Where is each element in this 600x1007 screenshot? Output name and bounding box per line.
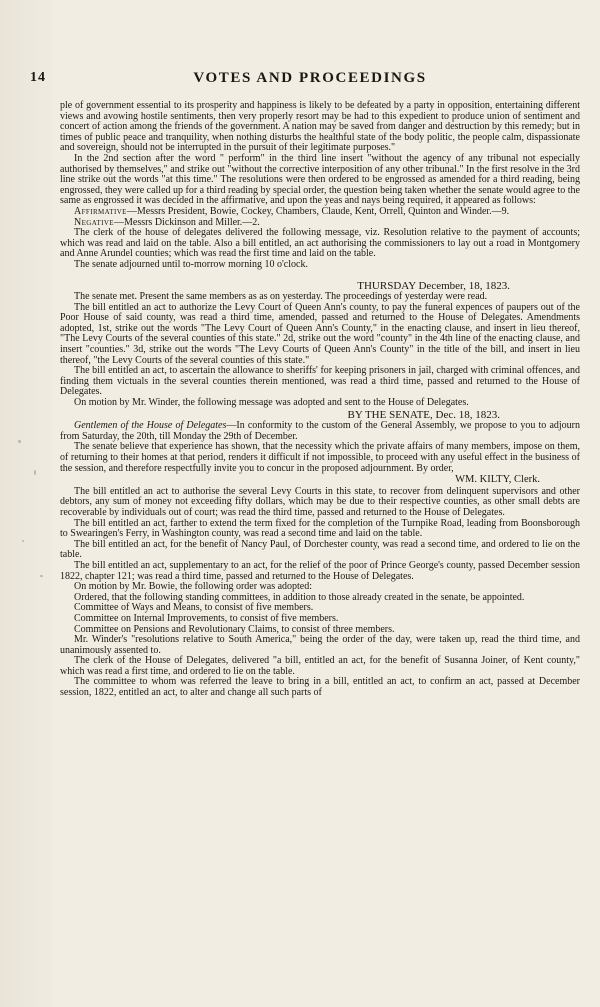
paragraph: In the 2nd section after the word " perform" in the third line insert "without the agency of any tribunal not especially authorised by themselves," and strike out "without the corrective interposition of any other tribunal." In the first resolve in the 3rd line strike out the words "at this time." The resolutions were then ordered to be engrossed as amended for a third reading, being engrossed, they were called up for a third reading by special order, the question being taken whether the senate would agree to the same as engrossed it was decided in the affirmative, and upon the yeas and nays being required, it appeared as follows: bbox=[60, 152, 580, 207]
negative-label: Negative bbox=[74, 216, 114, 228]
message-text: The senate believe that experience has shown, that the necessity which the private affairs of many members, impose on them, of returning to their homes at that period, renders it difficult if not impossible, to proceed with any useful effect in the business of the session, and therefore respectfully invite you to concur in the proposed adjournment. bbox=[60, 441, 580, 474]
date-heading: THURSDAY December, 18, 1823. bbox=[357, 279, 510, 292]
page-number: 14 bbox=[30, 70, 46, 85]
affirmative-names: —Messrs President, Bowie, Cockey, Chambers, Claude, Kent, Orrell, Quinton and Winder.—9. bbox=[126, 205, 510, 217]
paragraph: The senate adjourned until to-morrow morning 10 o'clock. bbox=[74, 258, 308, 270]
paragraph: Committee of Ways and Means, to consist of five members. bbox=[74, 602, 314, 614]
paragraph: The bill entitled an act to authorise the several Levy Courts in this state, to recover from delinquent supervisors and other debtors, any sum of money not exceeding fifty dollars, which may be due to their respective counties, as other small debts are recoverable by individuals out of court; was read the third time, passed and returned to the House of Delegates. bbox=[60, 485, 580, 518]
paragraph: The clerk of the House of Delegates, delivered "a bill, entitled an act, for the benefit of Susanna Joiner, of Kent county," which was read a first time, and ordered to lie on the table. bbox=[60, 655, 580, 677]
paper-speck bbox=[18, 440, 21, 443]
paragraph: The bill entitled an act to authorize the Levy Court of Queen Ann's county, to pay the funeral expences of paupers out of the Poor House of said county, was read a third time, amended, passed and returned to the House of Delegates. Amendments adopted, 1st, strike out the words "The Levy Court of Queen Ann's County," in the enacting clause, and insert in lieu thereof, "The Levy Courts of the several counties of this state." 2d, strike out the word "county" in the 4th line of the enacting clause, and insert "counties." 3d, strike out the words "The Levy Courts of Queen Ann's County" in the title of the bill, and insert in lieu thereof, "the Levy Courts of the several counties of this state." bbox=[60, 301, 580, 366]
paragraph: The senate met. Present the same members as as on yesterday. The proceedings of yesterday were read. bbox=[74, 291, 488, 303]
paragraph bbox=[60, 442, 580, 474]
page-header bbox=[30, 70, 590, 90]
left-margin-shadow bbox=[0, 0, 52, 1007]
paragraph: Ordered, that the following standing committees, in addition to those already created in the senate, be appointed. bbox=[74, 591, 525, 603]
paragraph: Mr. Winder's "resolutions relative to South America," being the order of the day, were taken up, read the third time, and unanimously assented to. bbox=[60, 634, 580, 656]
paragraph: On motion by Mr. Bowie, the following order was adopted: bbox=[74, 581, 313, 593]
paragraph: The bill entitled an act, to ascertain the allowance to sheriffs' for keeping prisoners in jail, charged with criminal offences, and finding them victuals in the several counties therein mentioned, was read a third time, passed and returned to the House of Delegates. bbox=[60, 365, 580, 398]
paragraph: Committee on Pensions and Revolutionary Claims, to consist of three members. bbox=[74, 623, 395, 635]
clerk-signature: WM. KILTY, Clerk. bbox=[455, 474, 540, 486]
paragraph: On motion by Mr. Winder, the following message was adopted and sent to the House of Delegates. bbox=[74, 397, 469, 409]
negative-names: —Messrs Dickinson and Miller.—2. bbox=[113, 216, 260, 228]
paragraph: Committee on Internal Improvements, to consist of five members. bbox=[74, 612, 339, 624]
paragraph: The bill entitled an act, farther to extend the term fixed for the completion of the Turnpike Road, leading from Boonsborough to Swearingen's Ferry, in Washington county, was read a second time and laid on the table. bbox=[60, 517, 580, 540]
body-text bbox=[60, 101, 580, 699]
paper-speck bbox=[40, 575, 43, 577]
paper-speck bbox=[34, 470, 36, 475]
paragraph: ple of government essential to its prosperity and happiness is likely to be defeated by a party in opposition, entertaining different views and avowing hostile sentiments, then very properly resort may be had to this expedient to produce union of sentiment and concert of action among the friends of the government. A nation may be saved from danger and destruction by this remedy; but in times of public peace and tranquility, when nothing disturbs the healthful state of the body politic, the people calm, dispassionate and sovereign, should not be interrupted in the pursuit of their legitimate purposes." bbox=[60, 100, 580, 154]
paragraph: The clerk of the house of delegates delivered the following message, viz. Resolution relative to the payment of accounts; which was read and laid on the table. Also a bill entitled, an act authorising the commissioners to lay out a road in Montgomery and Anne Arundel counties; which was read the first time and laid on the table. bbox=[60, 227, 580, 260]
salutation: Gentlemen of the House of Delegates bbox=[74, 420, 227, 432]
running-head: VOTES AND PROCEEDINGS bbox=[193, 70, 427, 86]
paragraph: The committee to whom was referred the leave to bring in a bill, entitled an act, to confirm an act, passed at December session, 1822, entitled an act, to alter and change all such parts of bbox=[60, 676, 580, 699]
paragraph: The bill entitled an act, for the benefit of Nancy Paul, of Dorchester county, was read a second time, and ordered to lie on the table. bbox=[60, 538, 580, 561]
senate-heading: BY THE SENATE, Dec. 18, 1823. bbox=[347, 408, 500, 421]
affirmative-label: Affirmative bbox=[74, 205, 127, 217]
by-order: By order, bbox=[416, 462, 454, 474]
paper-speck bbox=[22, 540, 24, 542]
paragraph: The bill entitled an act, supplementary to an act, for the relief of the poor of Prince George's county, passed December session 1822, chapter 121; was read a third time, passed and returned to the House of Delegates. bbox=[60, 559, 580, 582]
message-paragraph bbox=[60, 421, 580, 442]
message-text: —In conformity to the custom of the General Assembly, we propose to you to adjourn from Saturday, the 20th, till Monday the 29th of December. bbox=[60, 420, 580, 442]
